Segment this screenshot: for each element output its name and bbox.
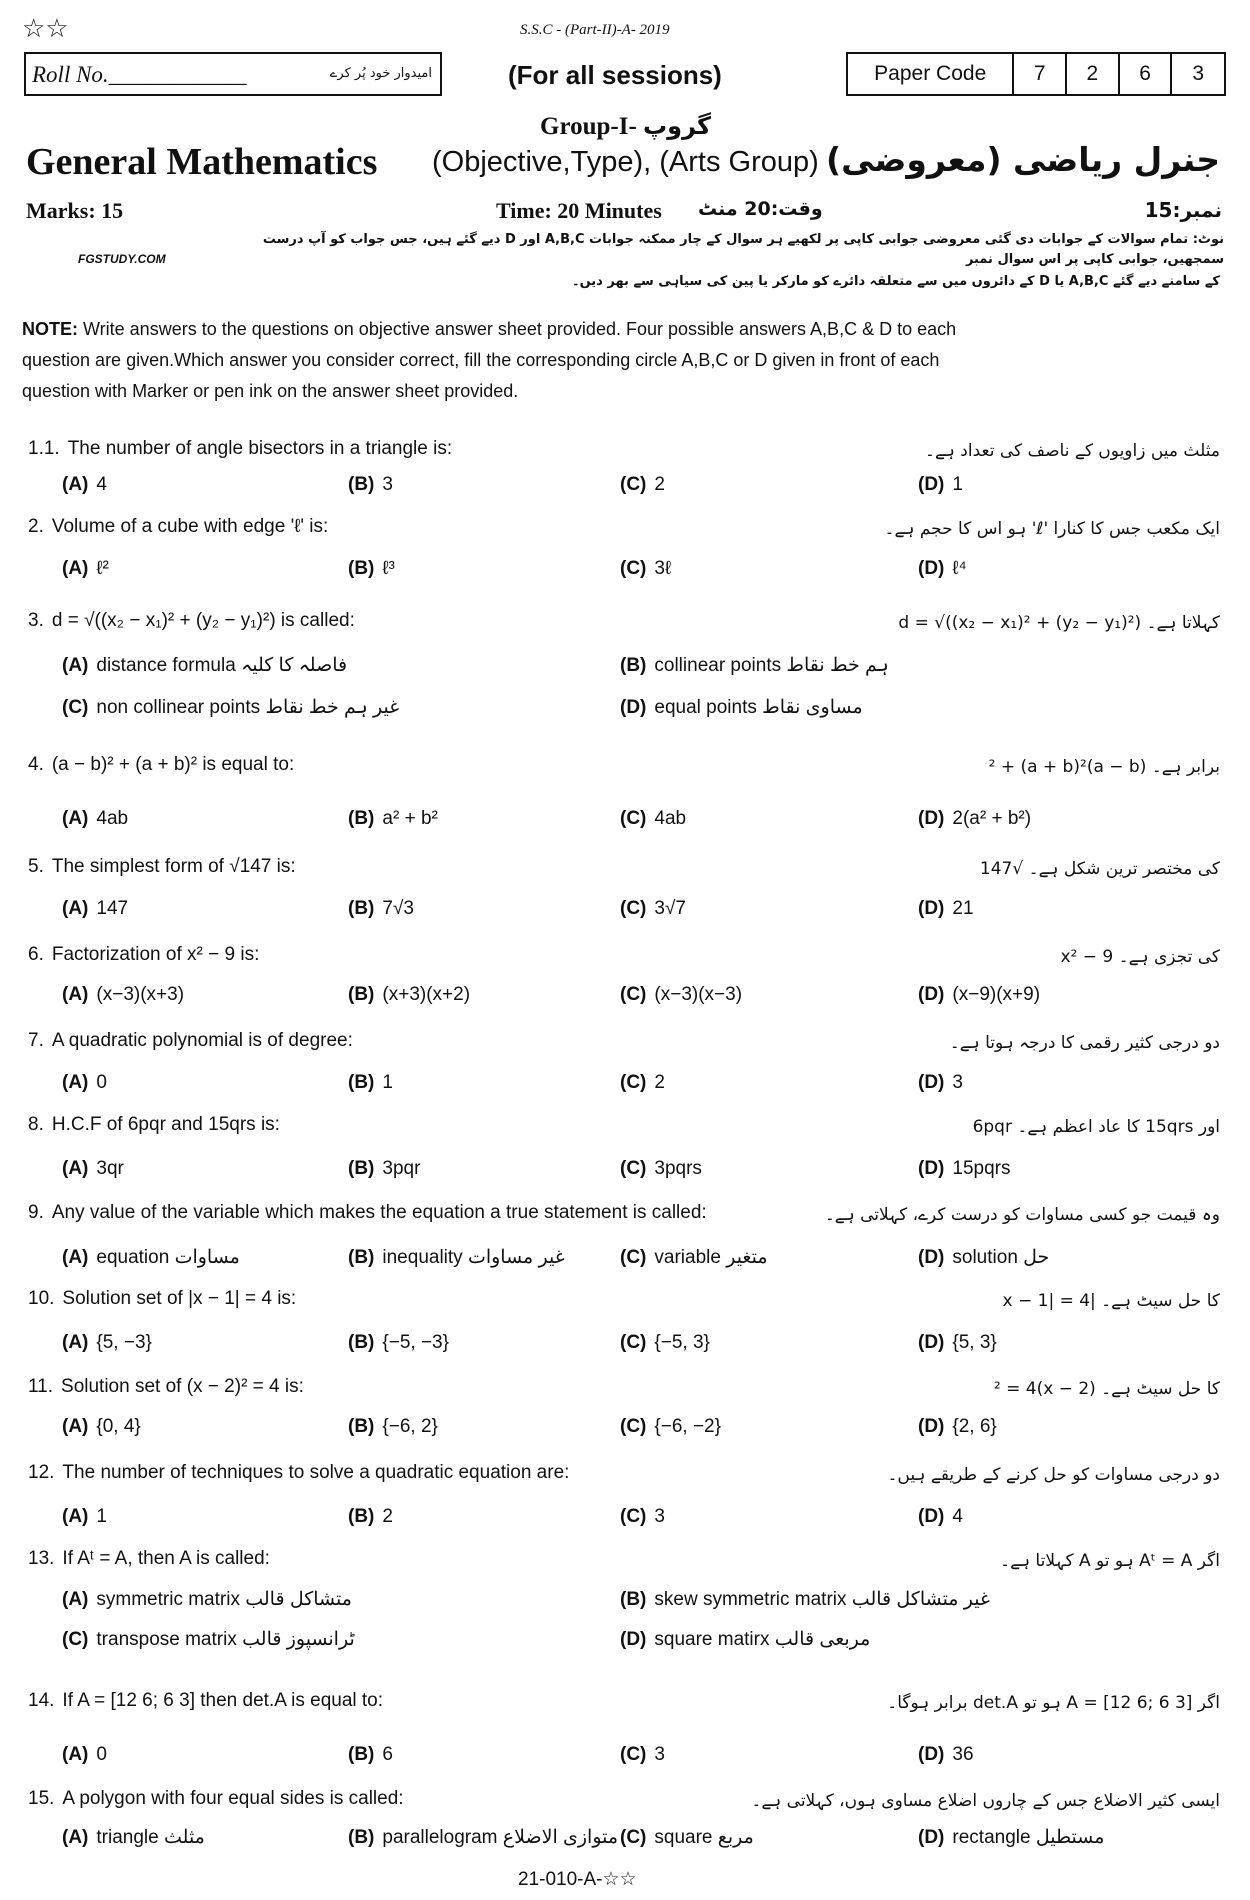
option-c: (C) {−6, −2} xyxy=(620,1416,721,1437)
option-c: (C) 3 xyxy=(620,1744,665,1765)
option-c: (C) 3pqrs xyxy=(620,1158,702,1179)
question-urdu: برابر ہے۔ (a − b)² + (a + b)² xyxy=(988,757,1220,777)
option-c: (C) variable متغیر xyxy=(620,1247,768,1268)
option-b: (B) skew symmetric matrix غیر متشاکل قالب xyxy=(620,1589,990,1610)
option-d: (D) 4 xyxy=(918,1506,963,1527)
option-c: (C) non collinear points غیر ہم خط نقاط xyxy=(62,697,400,718)
question-text: 6. Factorization of x² − 9 is: xyxy=(28,944,260,965)
marks-label: Marks: 15 xyxy=(26,198,124,223)
paper-code-box xyxy=(846,52,1226,96)
note-urdu-line-1: نوٹ: تمام سوالات کے جوابات دی گئی معروضی جوابی کاپی پر لکھیے ہر سوال کے چار ممکنہ جوابات A,B,C اور D دیے گئے ہیں، جس جواب کو آپ درست سمجھیں، جوابی کاپی پر اس سوال نمبر xyxy=(262,232,1224,267)
paper-code-digit: 2 xyxy=(1066,54,1119,94)
option-b: (B) a² + b² xyxy=(348,808,438,829)
question-urdu: دو درجی کثیر رقمی کا درجہ ہوتا ہے۔ xyxy=(949,1033,1220,1053)
option-a: (A) {5, −3} xyxy=(62,1332,152,1353)
option-d: (D) ℓ⁴ xyxy=(918,558,967,579)
option-d: (D) 15pqrs xyxy=(918,1158,1011,1179)
option-a: (A) equation مساوات xyxy=(62,1247,240,1268)
question-urdu: اگر Aᵗ = A ہو تو A کہلاتا ہے۔ xyxy=(1000,1551,1220,1571)
option-c: (C) (x−3)(x−3) xyxy=(620,984,743,1005)
option-b: (B) collinear points ہم خط نقاط xyxy=(620,655,889,676)
time-label: Time: 20 Minutes xyxy=(496,198,662,223)
question-urdu: اور 15qrs کا عاد اعظم ہے۔ 6pqr xyxy=(972,1117,1220,1137)
roll-urdu: امیدوار خود پُر کرے xyxy=(329,66,432,81)
option-a: (A) (x−3)(x+3) xyxy=(62,984,185,1005)
option-d: (D) 21 xyxy=(918,898,974,919)
question-urdu: ایک مکعب جس کا کنارا 'ℓ' ہو اس کا حجم ہے۔ xyxy=(884,519,1220,539)
option-a: (A) {0, 4} xyxy=(62,1416,141,1437)
page-title: General Mathematics xyxy=(26,141,378,183)
option-a: (A) 0 xyxy=(62,1072,107,1093)
title-urdu: جنرل ریاضی (معروضی) xyxy=(826,140,1220,179)
note-urdu-line-2: کے سامنے دیے گئے A,B,C یا D کے دائروں میں سے متعلقہ دائرے کو مارکر یا پین کی سیاہی سے بھر دیں۔ xyxy=(571,274,1220,289)
question-text: 14. If A = [12 6; 6 3] then det.A is equal to: xyxy=(28,1690,384,1711)
option-b: (B) 3 xyxy=(348,474,393,495)
option-a: (A) 3qr xyxy=(62,1158,124,1179)
paper-code-label: Paper Code xyxy=(874,62,987,85)
option-c: (C) transpose matrix ٹرانسپوز قالب xyxy=(62,1629,355,1650)
question-text: 2. Volume of a cube with edge 'ℓ' is: xyxy=(28,516,329,537)
question-text: 3. d = √((x₂ − x₁)² + (y₂ − y₁)²) is called: xyxy=(28,610,355,631)
option-d: (D) 2(a² + b²) xyxy=(918,808,1032,829)
question-text: 15. A polygon with four equal sides is called: xyxy=(28,1788,404,1809)
option-a: (A) 147 xyxy=(62,898,129,919)
option-b: (B) {−6, 2} xyxy=(348,1416,438,1437)
roll-number-box[interactable] xyxy=(24,52,442,96)
note-english: NOTE: Write answers to the questions on objective answer sheet provided. Four possible answers A,B,C & D to each question are given.Which answer you consider correct, fill the corresponding circle A,B,C or D given in front of each question with Marker or pen ink on the answer sheet provided. xyxy=(22,319,957,401)
roll-label: Roll No.____________ xyxy=(32,62,247,87)
option-c: (C) 2 xyxy=(620,474,665,495)
question-text: 7. A quadratic polynomial is of degree: xyxy=(28,1030,353,1051)
question-text: 4. (a − b)² + (a + b)² is equal to: xyxy=(28,754,295,775)
option-a: (A) ℓ² xyxy=(62,558,109,579)
option-b: (B) 3pqr xyxy=(348,1158,421,1179)
option-a: (A) 4ab xyxy=(62,808,129,829)
option-d: (D) 36 xyxy=(918,1744,974,1765)
option-d: (D) rectangle مستطیل xyxy=(918,1827,1105,1848)
option-b: (B) 1 xyxy=(348,1072,393,1093)
option-c: (C) {−5, 3} xyxy=(620,1332,710,1353)
question-urdu: ایسی کثیر الاضلاع جس کے چاروں اضلاع مساوی ہوں، کہلاتی ہے۔ xyxy=(751,1791,1220,1811)
page-subtitle: (Objective,Type), (Arts Group) xyxy=(432,146,819,178)
option-a: (A) 1 xyxy=(62,1506,107,1527)
option-d: (D) 1 xyxy=(918,474,963,495)
option-c: (C) 2 xyxy=(620,1072,665,1093)
option-d: (D) square matirx مربعی قالب xyxy=(620,1629,871,1650)
question-text: 9. Any value of the variable which makes the equation a true statement is called: xyxy=(28,1202,707,1223)
question-urdu: دو درجی مساوات کو حل کرنے کے طریقے ہیں۔ xyxy=(887,1465,1220,1485)
question-urdu: کی تجزی ہے۔ x² − 9 xyxy=(1060,947,1220,967)
stars-mark: ☆☆ xyxy=(22,14,69,43)
option-d: (D) equal points مساوی نقاط xyxy=(620,697,863,718)
question-text: 11. Solution set of (x − 2)² = 4 is: xyxy=(28,1376,304,1397)
option-a: (A) distance formula فاصلہ کا کلیہ xyxy=(62,655,348,676)
option-b: (B) 2 xyxy=(348,1506,393,1527)
option-d: (D) solution حل xyxy=(918,1247,1050,1268)
option-d: (D) (x−9)(x+9) xyxy=(918,984,1041,1005)
question-text: 10. Solution set of |x − 1| = 4 is: xyxy=(28,1288,297,1309)
time-urdu: وقت:20 منٹ xyxy=(698,198,823,220)
option-d: (D) {2, 6} xyxy=(918,1416,997,1437)
option-c: (C) 3 xyxy=(620,1506,665,1527)
option-b: (B) inequality غیر مساوات xyxy=(348,1247,565,1268)
question-urdu: مثلث میں زاویوں کے ناصف کی تعداد ہے۔ xyxy=(925,441,1220,461)
option-a: (A) symmetric matrix متشاکل قالب xyxy=(62,1589,352,1610)
option-b: (B) {−5, −3} xyxy=(348,1332,449,1353)
option-c: (C) 3ℓ xyxy=(620,558,672,579)
question-urdu: کا حل سیٹ ہے۔ |x − 1| = 4 xyxy=(1002,1291,1220,1311)
question-text: 5. The simplest form of √147 is: xyxy=(28,856,296,877)
option-a: (A) 4 xyxy=(62,474,107,495)
footer-code: 21-010-A-☆☆ xyxy=(518,1869,637,1890)
option-c: (C) 3√7 xyxy=(620,898,686,919)
paper-code-digit: 7 xyxy=(1013,54,1066,94)
exam-code: S.S.C - (Part-II)-A- 2019 xyxy=(520,22,670,38)
watermark: FGSTUDY.COM xyxy=(78,252,166,266)
question-urdu: کا حل سیٹ ہے۔ (x − 2)² = 4 xyxy=(993,1379,1220,1399)
question-urdu: کہلاتا ہے۔ d = √((x₂ − x₁)² + (y₂ − y₁)²) xyxy=(898,613,1220,633)
question-urdu: اگر A = [12 6; 6 3] ہو تو det.A برابر ہوگا۔ xyxy=(887,1693,1220,1713)
question-urdu: وہ قیمت جو کسی مساوات کو درست کرے، کہلاتی ہے۔ xyxy=(824,1205,1220,1225)
question-text: 1.1. The number of angle bisectors in a triangle is: xyxy=(28,438,453,459)
option-a: (A) triangle مثلث xyxy=(62,1827,205,1848)
group-label: Group-I- گروپ xyxy=(540,112,711,140)
question-text: 13. If Aᵗ = A, then A is called: xyxy=(28,1548,270,1569)
option-d: (D) {5, 3} xyxy=(918,1332,997,1353)
option-b: (B) ℓ³ xyxy=(348,558,395,579)
sessions-label: (For all sessions) xyxy=(508,60,722,90)
option-b: (B) 6 xyxy=(348,1744,393,1765)
option-b: (B) parallelogram متوازی الاضلاع xyxy=(348,1827,619,1848)
question-text: 12. The number of techniques to solve a quadratic equation are: xyxy=(28,1462,570,1483)
option-a: (A) 0 xyxy=(62,1744,107,1765)
question-text: 8. H.C.F of 6pqr and 15qrs is: xyxy=(28,1114,280,1135)
paper-code-digit: 3 xyxy=(1171,54,1224,94)
option-d: (D) 3 xyxy=(918,1072,963,1093)
option-c: (C) 4ab xyxy=(620,808,687,829)
option-b: (B) 7√3 xyxy=(348,898,414,919)
paper-code-digit: 6 xyxy=(1119,54,1172,94)
option-c: (C) square مربع xyxy=(620,1827,754,1848)
option-b: (B) (x+3)(x+2) xyxy=(348,984,471,1005)
question-urdu: کی مختصر ترین شکل ہے۔ √147 xyxy=(979,859,1220,879)
marks-urdu: نمبر:15 xyxy=(1144,198,1222,222)
